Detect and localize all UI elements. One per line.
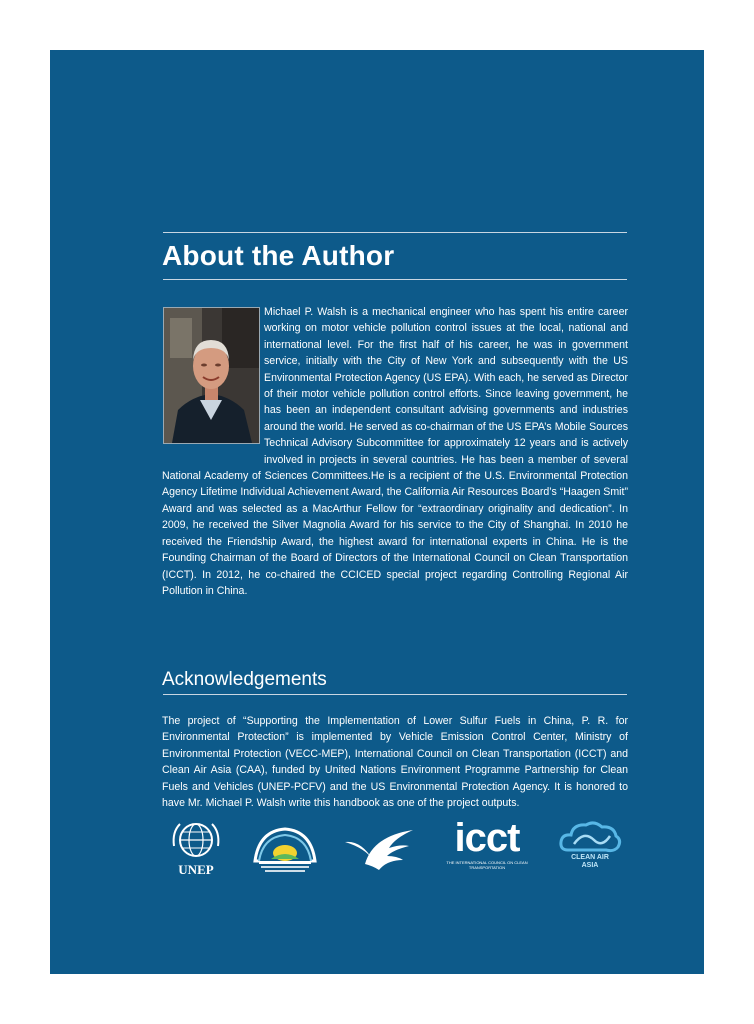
caa-label-line1: CLEAN AIR xyxy=(571,854,609,861)
icct-wordmark: icct xyxy=(454,816,520,860)
icct-logo xyxy=(446,816,528,874)
acknowledgements-body: The project of “Supporting the Implementation of Lower Sulfur Fuels in China, P. R. for Environmental Protection” is implemented by Vehicle Emission Control Center, Ministry of Environmental Protection (VECC-MEP), International Council on Clean Transportation (ICCT) and Clean Air Asia (CAA), funded by United Nations Environment Programme Partnership for Clean Fuels and Vehicles (UNEP-PCFV) and the US Environmental Protection Agency. It is honored to have Mr. Michael P. Walsh write this handbook as one of the project outputs. xyxy=(162,715,628,810)
icct-subtitle: THE INTERNATIONAL COUNCIL ON CLEAN TRANSPORTATION xyxy=(446,860,528,870)
leaf-swirl-icon xyxy=(343,826,417,872)
title-bottom-rule xyxy=(163,279,627,280)
unep-logo xyxy=(170,820,222,876)
unep-emblem-icon xyxy=(170,820,222,862)
about-title: About the Author xyxy=(162,240,395,271)
caa-label-line2: ASIA xyxy=(581,862,599,869)
pcfv-logo xyxy=(343,826,417,872)
vecc-emblem-icon xyxy=(249,825,321,873)
vecc-logo xyxy=(249,825,321,873)
photo-spacer xyxy=(162,304,264,464)
acknowledgements-rule xyxy=(163,694,627,695)
author-bio xyxy=(162,304,628,599)
author-bio-text: Michael P. Walsh is a mechanical engineer who has spent his entire career working on motor vehicle pollution control issues at the local, national and international level. For the first half of his career, he was in government service, initially with the City of New York and subsequently with the US Environmental Protection Agency (US EPA). With each, he served as Director of their motor vehicle pollution control efforts. Since leaving government, he has been an independent consultant advising governments and industries around the world. He served as co-chairman of the US EPA’s Mobile Sources Technical Advisory Subcommittee for approximately 12 years and is actively involved in projects in several countries. He has been a member of several National Academy of Sciences Committees.He is a recipient of the U.S. Environmental Protection Agency Lifetime Individual Achievement Award, the California Air Resources Board’s “Haagen Smit” Award and was selected as a MacArthur Fellow for “extraordinary originality and dedication”. In 2009, he received the Silver Magnolia Award for his service to the City of Shanghai. In 2010 he received the Friendship Award, the highest award for international experts in China. He is the Founding Chairman of the Board of Directors of the International Council on Clean Transportation (ICCT). In 2012, he co-chaired the CCICED special project regarding Controlling Regional Air Pollution in China. xyxy=(162,306,628,597)
unep-label: UNEP xyxy=(178,862,214,877)
title-top-rule xyxy=(163,232,627,233)
clean-air-asia-logo xyxy=(558,820,622,876)
cloud-icon xyxy=(558,820,622,854)
acknowledgements-title: Acknowledgements xyxy=(162,669,327,690)
